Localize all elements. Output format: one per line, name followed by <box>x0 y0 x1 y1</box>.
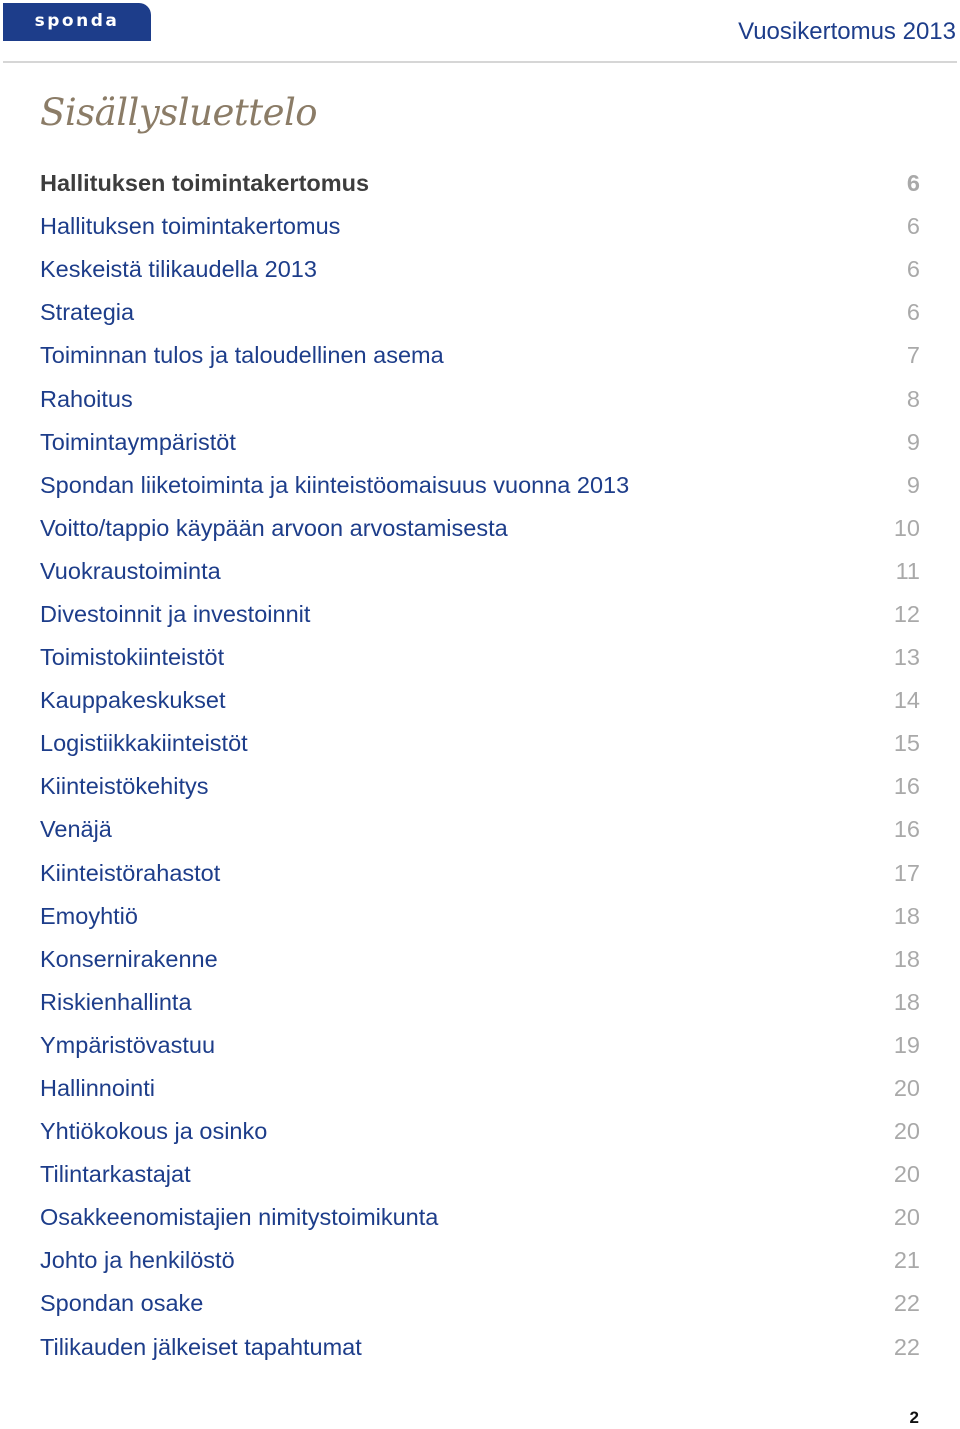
toc-entry[interactable] <box>40 938 920 981</box>
toc-entry-title: Hallinnointi <box>40 1075 155 1102</box>
toc-entry-title: Toimistokiinteistöt <box>40 644 225 671</box>
toc-entry-title: Osakkeenomistajien nimitystoimikunta <box>40 1204 439 1231</box>
toc-entry[interactable] <box>40 1239 920 1282</box>
toc-entry-title: Spondan osake <box>40 1290 204 1317</box>
toc-entry[interactable] <box>40 507 920 550</box>
toc-entry-title: Tilikauden jälkeiset tapahtumat <box>40 1333 362 1360</box>
toc-entry-title: Divestoinnit ja investoinnit <box>40 600 311 627</box>
toc-entry-title: Kiinteistörahastot <box>40 859 221 886</box>
toc-entry-title: Riskienhallinta <box>40 988 192 1015</box>
logo-text: sponda <box>34 11 120 31</box>
toc-entry-page-number: 7 <box>906 342 920 369</box>
toc-entry-title: Johto ja henkilöstö <box>40 1247 235 1274</box>
toc-entry-page-number: 16 <box>893 816 920 843</box>
toc-entry-title: Ympäristövastuu <box>40 1031 216 1058</box>
toc-entry-page-number: 16 <box>893 773 920 800</box>
toc-entry-title: Spondan liiketoiminta ja kiinteistöomaisuus vuonna 2013 <box>40 471 630 498</box>
toc-entry[interactable] <box>40 377 920 420</box>
sponda-logo <box>3 3 151 41</box>
toc-entry[interactable] <box>40 808 920 851</box>
toc-entry-title: Voitto/tappio käypään arvoon arvostamisesta <box>40 514 508 541</box>
toc-entry-page-number: 6 <box>906 299 920 326</box>
toc-entry-title: Vuokraustoiminta <box>40 557 221 584</box>
toc-entry-page-number: 11 <box>895 557 920 584</box>
toc-entry[interactable] <box>40 248 920 291</box>
toc-entry[interactable] <box>40 1067 920 1110</box>
toc-entry[interactable] <box>40 1110 920 1153</box>
toc-entry[interactable] <box>40 1024 920 1067</box>
toc-entry[interactable] <box>40 722 920 765</box>
toc-entry-title: Hallituksen toimintakertomus <box>40 170 370 197</box>
toc-entry[interactable] <box>40 550 920 593</box>
toc-entry[interactable] <box>40 981 920 1024</box>
toc-entry-page-number: 21 <box>893 1247 920 1274</box>
toc-entry-title: Yhtiökokous ja osinko <box>40 1118 268 1145</box>
toc-entry-page-number: 6 <box>906 170 920 197</box>
toc-entry-page-number: 20 <box>893 1161 920 1188</box>
toc-entry-title: Strategia <box>40 299 135 326</box>
toc-entry-page-number: 14 <box>893 687 920 714</box>
toc-entry-title: Konsernirakenne <box>40 945 218 972</box>
toc-entry-page-number: 18 <box>893 945 920 972</box>
toc-entry-page-number: 22 <box>893 1333 920 1360</box>
toc-entry[interactable] <box>40 291 920 334</box>
toc-entry-page-number: 19 <box>893 1031 920 1058</box>
toc-entry[interactable] <box>40 1326 920 1369</box>
toc-entry[interactable] <box>40 334 920 377</box>
toc-entry[interactable] <box>40 464 920 507</box>
toc-list <box>40 162 920 1369</box>
page-number: 2 <box>909 1408 919 1427</box>
toc-entry-page-number: 15 <box>893 730 920 757</box>
toc-entry-title: Kauppakeskukset <box>40 687 226 714</box>
toc-entry-title: Tilintarkastajat <box>40 1161 191 1188</box>
toc-entry-title: Toiminnan tulos ja taloudellinen asema <box>40 342 444 369</box>
toc-entry[interactable] <box>40 765 920 808</box>
header-divider <box>3 61 957 63</box>
toc-entry-page-number: 22 <box>893 1290 920 1317</box>
toc-entry[interactable] <box>40 1153 920 1196</box>
toc-heading: Sisällysluettelo <box>40 91 318 134</box>
toc-entry-page-number: 18 <box>893 902 920 929</box>
toc-entry-page-number: 20 <box>893 1118 920 1145</box>
toc-entry[interactable] <box>40 1196 920 1239</box>
toc-entry-page-number: 17 <box>893 859 920 886</box>
toc-entry-page-number: 12 <box>893 600 920 627</box>
toc-entry[interactable] <box>40 162 920 205</box>
toc-entry-page-number: 8 <box>906 385 920 412</box>
toc-entry[interactable] <box>40 1282 920 1325</box>
toc-entry-title: Toimintaympäristöt <box>40 428 236 455</box>
toc-entry-title: Hallituksen toimintakertomus <box>40 213 341 240</box>
toc-entry-title: Venäjä <box>40 816 112 843</box>
toc-entry[interactable] <box>40 205 920 248</box>
report-title: Vuosikertomus 2013 <box>738 18 956 45</box>
toc-entry-page-number: 20 <box>893 1075 920 1102</box>
toc-entry-page-number: 6 <box>906 213 920 240</box>
toc-entry[interactable] <box>40 852 920 895</box>
toc-entry-page-number: 10 <box>893 514 920 541</box>
toc-entry-page-number: 18 <box>893 988 920 1015</box>
toc-entry-page-number: 6 <box>906 256 920 283</box>
toc-entry-title: Kiinteistökehitys <box>40 773 209 800</box>
toc-entry-page-number: 13 <box>893 644 920 671</box>
toc-entry-page-number: 9 <box>906 428 920 455</box>
toc-entry[interactable] <box>40 679 920 722</box>
toc-entry-page-number: 20 <box>893 1204 920 1231</box>
toc-entry-title: Logistiikkakiinteistöt <box>40 730 248 757</box>
toc-entry-title: Emoyhtiö <box>40 902 138 929</box>
toc-entry[interactable] <box>40 895 920 938</box>
toc-entry[interactable] <box>40 593 920 636</box>
toc-entry-page-number: 9 <box>906 471 920 498</box>
toc-entry[interactable] <box>40 636 920 679</box>
toc-entry[interactable] <box>40 421 920 464</box>
toc-entry-title: Rahoitus <box>40 385 133 412</box>
toc-entry-title: Keskeistä tilikaudella 2013 <box>40 256 317 283</box>
